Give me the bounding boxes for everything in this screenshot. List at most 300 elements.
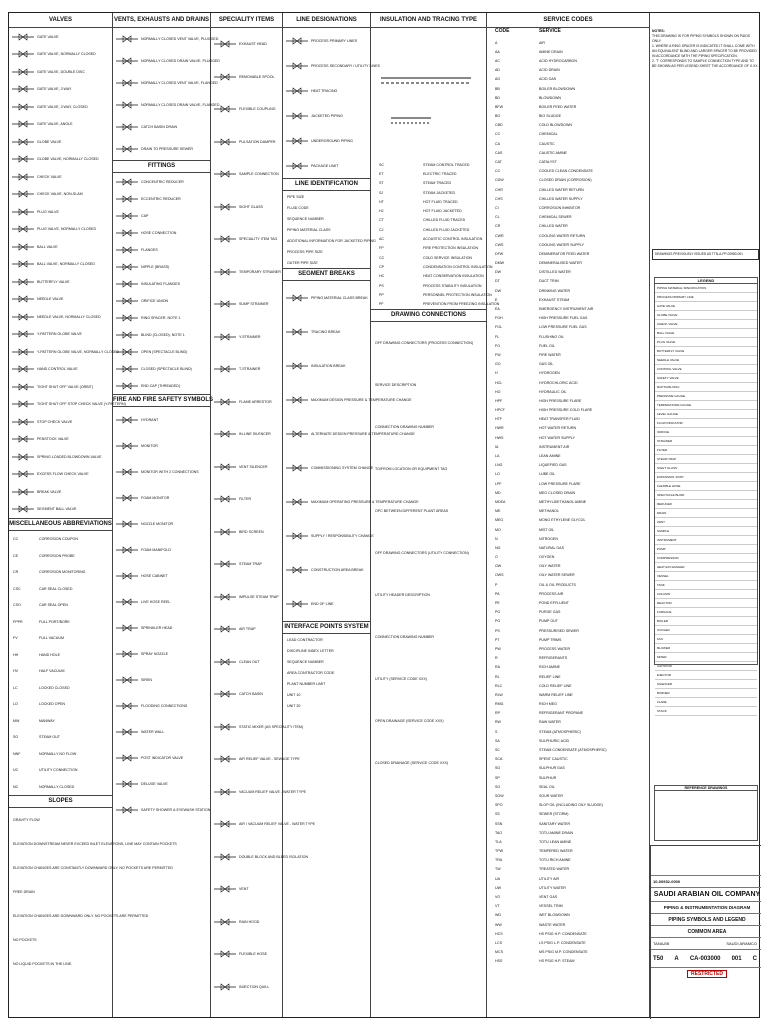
valve-symbol-icon — [9, 50, 37, 58]
service-row — [487, 497, 649, 506]
fitting-row — [113, 241, 210, 258]
service-row — [487, 681, 649, 690]
fitting-label: END CAP (THREADED) — [141, 383, 181, 388]
legend-row: REDUCER — [655, 500, 757, 509]
service-description: NATURAL GAS — [539, 545, 564, 550]
abbreviation-code: CC — [13, 537, 19, 542]
drawing-connection-label: TO/FROM LOCATION OR EQUIPMENT TAG — [375, 466, 448, 471]
valve-row — [9, 483, 112, 501]
speciality-item-row — [211, 256, 282, 289]
valve-symbol-icon — [9, 225, 37, 233]
legend-row: EJECTOR — [655, 671, 757, 680]
service-description: WET BLOWDOWN — [539, 913, 570, 918]
service-code: OWS — [495, 573, 504, 578]
valve-row — [9, 431, 112, 449]
slope-row — [9, 856, 173, 880]
service-code: SP — [495, 775, 500, 780]
legend-row: COOLER — [655, 626, 757, 635]
insulation-code-description: PROCESS STABILITY INSULATION — [423, 283, 482, 288]
service-code: VG — [495, 895, 501, 900]
service-description: FIRE WATER — [539, 352, 561, 357]
line-id-row — [283, 191, 370, 202]
service-row — [487, 617, 649, 626]
service-row — [487, 47, 649, 56]
service-description: SOUR WATER — [539, 793, 563, 798]
valve-row — [9, 291, 112, 309]
speciality-item-row — [211, 873, 282, 906]
service-row — [487, 644, 649, 653]
abbreviation-row — [9, 564, 112, 581]
vents-header: VENTS, EXHAUSTS AND DRAINS — [113, 13, 210, 28]
speciality-item-label: CLEAN OUT — [239, 659, 260, 664]
insulation-code-description: ELECTRIC TRACED — [423, 171, 457, 176]
vent-label: NORMALLY CLOSED DRAIN VALVE, FLANGED — [141, 103, 220, 107]
valve-symbol-icon — [9, 313, 37, 321]
line-id-list — [283, 191, 376, 268]
service-row — [487, 635, 649, 644]
speciality-item-row — [211, 581, 282, 614]
service-description: HYDRAULIC OIL — [539, 389, 567, 394]
valve-symbol-icon — [9, 383, 37, 391]
fitting-row — [113, 360, 210, 377]
legend-row: ORIFICE — [655, 428, 757, 437]
legend-row: FAN — [655, 635, 757, 644]
service-row — [487, 810, 649, 819]
service-row — [487, 406, 649, 415]
service-description: COLD RELIEF LINE — [539, 683, 572, 688]
speciality-item-symbol-icon — [211, 170, 239, 178]
service-row — [487, 598, 649, 607]
fire-symbol-symbol-icon — [113, 780, 141, 788]
legend-row: AGITATOR — [655, 662, 757, 671]
interface-row — [283, 700, 370, 711]
slope-label: ELEVATION CHANGES ARE CONSTANTLY DOWNWARD ONLY. NO POCKETS ARE PERMITTED — [13, 866, 173, 870]
abbreviation-description: CAR SEAL CLOSED — [39, 586, 73, 591]
line-designation-symbol-icon — [283, 87, 311, 95]
service-description: VESSEL TRIM — [539, 904, 563, 909]
fire-symbol-row — [113, 563, 210, 589]
service-description: UTILITY AIR — [539, 876, 560, 881]
service-code: MD — [495, 490, 501, 495]
insulation-code-code: AC — [379, 237, 384, 242]
service-code: DW — [495, 270, 501, 275]
line-designation-row — [283, 153, 370, 178]
insulation-code-description: HOT FLUID TRACED — [423, 199, 458, 204]
service-row — [487, 938, 649, 947]
interface-row — [283, 678, 370, 689]
abbreviation-code: CSC — [13, 586, 21, 591]
service-description: CHILLED WATER SUPPLY — [539, 196, 583, 201]
abbreviation-code: HH — [13, 652, 19, 657]
segment-break-label: MAXIMUM DESIGN PRESSURE & TEMPERATURE CHANGE — [311, 398, 412, 402]
service-code: CL — [495, 215, 500, 220]
abbreviation-row — [9, 548, 112, 565]
service-code: RLW — [495, 692, 503, 697]
service-description: COOLING WATER RETURN — [539, 233, 586, 238]
valve-label: NEEDLE VALVE — [37, 297, 64, 302]
slope-label: ELEVATION DOWNSTREAM NEVER EXCEED INLET ELEVATIONS, LINE MAY CONTAIN POCKETS — [13, 842, 177, 846]
service-code: VT — [495, 904, 500, 909]
slope-label: FREE DRAIN — [13, 890, 35, 894]
line-id-label: ADDITIONAL INFORMATION FOR JACKETED PIPING — [287, 238, 376, 243]
segment-break-symbol-icon — [283, 294, 311, 302]
fitting-symbol-icon — [113, 331, 141, 339]
service-code: CBD — [495, 123, 503, 128]
line-id-row — [283, 224, 370, 235]
service-description: STEAM CONDENSATE (ATMOSPHERIC) — [539, 748, 607, 753]
speciality-item-row — [211, 678, 282, 711]
service-description: ACID HYDROCARBON — [539, 58, 577, 63]
fire-symbol-symbol-icon — [113, 546, 141, 554]
service-row — [487, 259, 649, 268]
reference-title: REFERENCE DRAWINGS — [655, 786, 757, 791]
valve-row — [9, 273, 112, 291]
segment-break-row — [283, 519, 374, 553]
legend-row: STACK — [655, 707, 757, 716]
service-row — [487, 75, 649, 84]
service-row — [487, 801, 649, 810]
service-row — [487, 553, 649, 562]
service-code: E — [495, 297, 498, 302]
valve-symbol-icon — [9, 278, 37, 286]
vent-row — [113, 138, 210, 160]
insulation-code-description: ACOUSTIC CONTROL INSULATION — [423, 237, 483, 242]
abbreviation-row — [9, 663, 112, 680]
fitting-symbol-icon — [113, 263, 141, 271]
valve-row — [9, 308, 112, 326]
service-description: BIO SLUDGE — [539, 114, 561, 119]
abbreviation-row — [9, 581, 112, 598]
abbreviation-description: UTILITY CONNECTION — [39, 768, 78, 773]
speciality-item-symbol-icon — [211, 593, 239, 601]
service-row — [487, 167, 649, 176]
line-id-row — [283, 213, 370, 224]
drawing-connection-row — [371, 490, 486, 532]
abbreviation-description: LOCKED OPEN — [39, 702, 65, 707]
service-row — [487, 709, 649, 718]
insulation-code-description: COLD SERVICE INSULATION — [423, 255, 472, 260]
legend-row: STEAM TRAP — [655, 455, 757, 464]
legend-row: SPECTACLE BLIND — [655, 491, 757, 500]
line-id-label: OUTER PIPE SIZE — [287, 260, 318, 265]
service-description: LUBE OIL — [539, 472, 556, 477]
insulation-code-code: SJ — [379, 190, 384, 195]
valve-label: GATE VALVE, 3 WAY, CLOSED — [37, 104, 88, 109]
line-designation-symbol-icon — [283, 112, 311, 120]
valve-symbol-icon — [9, 400, 37, 408]
service-code: TRA — [495, 858, 503, 863]
drawing-connections-list — [371, 322, 486, 784]
service-code: O — [495, 555, 498, 560]
speciality-item-row — [211, 28, 282, 61]
service-description: HS PSIG H.P. STEAM — [539, 959, 575, 964]
restricted-stamp: RESTRICTED — [687, 970, 727, 978]
service-description: HS PSIG H.P. CONDENSATE — [539, 931, 587, 936]
service-row — [487, 295, 649, 304]
service-description: AIR — [539, 40, 545, 45]
insulation-code-row — [371, 281, 486, 290]
fitting-row — [113, 275, 210, 292]
service-row — [487, 112, 649, 121]
service-description: METHYLDIETHANOL AMINE — [539, 499, 587, 504]
drawing-number-row — [651, 950, 761, 968]
service-row — [487, 286, 649, 295]
line-designation-label: HEAT TRACING — [311, 88, 338, 93]
fire-symbol-label: HOSE CABINET — [141, 574, 168, 578]
service-code: RP — [495, 711, 500, 716]
legend-row: STRAINER — [655, 437, 757, 446]
service-code: CHS — [495, 196, 503, 201]
abbreviation-description: NORMALLY NO FLOW — [39, 751, 77, 756]
service-description: CHILLED WATER RETURN — [539, 187, 584, 192]
service-row — [487, 396, 649, 405]
service-code: AG — [495, 77, 501, 82]
valve-row — [9, 326, 112, 344]
service-row — [487, 488, 649, 497]
vent-label: CATCH BASIN DRAIN — [141, 125, 178, 129]
valve-symbol-icon — [9, 208, 37, 216]
fitting-label: NIPPLE (BRASS) — [141, 264, 170, 269]
insulation-code-description: PERSONNEL PROTECTION INSULATION — [423, 292, 492, 297]
service-row — [487, 240, 649, 249]
service-row — [487, 470, 649, 479]
service-code: RA — [495, 665, 500, 670]
fire-symbol-symbol-icon — [113, 650, 141, 658]
vent-symbol-icon — [113, 79, 141, 87]
fitting-symbol-icon — [113, 314, 141, 322]
fitting-label: ORIFICE UNION — [141, 298, 169, 303]
service-code: TLA — [495, 839, 502, 844]
speciality-item-label: STATIC MIXER (AS SPECIALITY ITEM) — [239, 724, 304, 729]
insulation-code-description: STEAM CONTROL TRACED — [423, 162, 470, 167]
notes-lines — [652, 34, 759, 69]
drawing-connection-row — [371, 742, 486, 784]
service-row — [487, 157, 649, 166]
service-description: BLOWDOWN — [539, 95, 561, 100]
fitting-row — [113, 190, 210, 207]
valve-label: GATE VALVE, DOUBLE DISC — [37, 69, 85, 74]
reference-box — [654, 785, 758, 841]
service-code: DFW — [495, 251, 504, 256]
service-code: CHR — [495, 187, 503, 192]
vent-label: NORMALLY CLOSED DRAIN VALVE, PLUGGED — [141, 59, 221, 63]
line-id-row — [283, 257, 370, 268]
insulation-code-code: HC — [379, 274, 385, 279]
speciality-item-label: FLAME ARRESTOR — [239, 399, 272, 404]
legend-row: TEMPERATURE GAUGE — [655, 401, 757, 410]
drawing-connection-label: UTILITY (SERVICE CODE XXX) — [375, 676, 427, 681]
abbreviation-description: HAND HOLE — [39, 652, 60, 657]
service-code: TPW — [495, 849, 503, 854]
legend-row: DRAIN — [655, 509, 757, 518]
fire-symbol-symbol-icon — [113, 754, 141, 762]
notes-block — [650, 27, 761, 262]
service-code: PO — [495, 619, 501, 624]
service-row — [487, 911, 649, 920]
fire-symbol-label: WATER WALL — [141, 730, 165, 734]
service-code: SG — [495, 766, 501, 771]
abbreviation-description: CORROSION COUPON — [39, 537, 78, 542]
service-description: HIGH PRESSURE FUEL GAS — [539, 316, 588, 321]
service-code: R — [495, 656, 498, 661]
insulation-code-code: PF — [379, 302, 384, 307]
service-description: OILY WATER — [539, 564, 561, 569]
abbreviation-code: UC — [13, 768, 19, 773]
service-row — [487, 176, 649, 185]
service-code: IA — [495, 444, 499, 449]
valve-symbol-icon — [9, 418, 37, 426]
service-code: SA — [495, 738, 500, 743]
misc-list — [9, 531, 112, 795]
speciality-item-row — [211, 321, 282, 354]
drawing-number: CA-003000 — [689, 955, 721, 962]
fire-symbol-label: LIVE HOSE REEL — [141, 600, 171, 604]
speciality-item-label: PULSATION DAMPER — [239, 139, 276, 144]
service-row — [487, 883, 649, 892]
insulation-code-row — [371, 169, 486, 178]
location: TANAJIB — [653, 941, 670, 946]
service-code: SC — [495, 748, 500, 753]
fire-symbol-symbol-icon — [113, 676, 141, 684]
legend-row: RUPTURE DISC — [655, 383, 757, 392]
service-code: UA — [495, 876, 500, 881]
drawing-title-2: COMMON AREA — [651, 926, 761, 938]
service-row — [487, 764, 649, 773]
valve-label: GLOBE VALVE, NORMALLY CLOSED — [37, 157, 99, 162]
fire-symbol-row — [113, 485, 210, 511]
line-id-label: PIPE SIZE — [287, 194, 305, 199]
valve-label: BREAK VALVE — [37, 489, 62, 494]
fitting-symbol-icon — [113, 212, 141, 220]
service-description: CAUSTIC — [539, 141, 555, 146]
insulation-code-code: FP — [379, 246, 384, 251]
fitting-label: BLIND (CLOSED). NOTE 1 — [141, 332, 185, 337]
fittings-list — [113, 173, 210, 394]
service-row — [487, 654, 649, 663]
insulation-header: INSULATION AND TRACING TYPE — [371, 13, 486, 28]
drawing-connection-row — [371, 532, 486, 574]
service-description: AMINE DRAIN — [539, 49, 563, 54]
service-description: SPENT CAUSTIC — [539, 757, 568, 762]
fire-symbol-symbol-icon — [113, 520, 141, 528]
insulation-code-row — [371, 197, 486, 206]
service-row — [487, 957, 649, 966]
service-row — [487, 84, 649, 93]
insulation-code-row — [371, 299, 500, 308]
segment-break-symbol-icon — [283, 600, 311, 608]
speciality-item-row — [211, 223, 282, 256]
legend-row: PROCESS PRIMARY LINE — [655, 293, 757, 302]
speciality-item-symbol-icon — [211, 495, 239, 503]
service-code: N — [495, 536, 498, 541]
code-header: CODE — [495, 28, 510, 34]
service-row — [487, 415, 649, 424]
valves-header: VALVES — [9, 13, 112, 28]
fire-symbol-symbol-icon — [113, 806, 141, 814]
service-row — [487, 736, 649, 745]
speciality-item-row — [211, 841, 309, 874]
service-description: MIST OIL — [539, 527, 555, 532]
service-description: SULPHUR GAS — [539, 766, 565, 771]
service-description: UTILITY WATER — [539, 885, 566, 890]
valve-label: TIGHT SHUT OFF STOP CHECK VALVE (Y-PATTERN) — [37, 402, 126, 407]
service-description: NITROGEN — [539, 536, 558, 541]
service-row — [487, 874, 649, 883]
fitting-row — [113, 224, 210, 241]
speciality-item-symbol-icon — [211, 235, 239, 243]
abbreviation-row — [9, 531, 112, 548]
line-id-label: SEQUENCE NUMBER — [287, 216, 324, 221]
legend-row: GATE VALVE — [655, 302, 757, 311]
insulation-code-code: ST — [379, 181, 384, 186]
service-description: FLUSHING OIL — [539, 334, 564, 339]
speciality-item-symbol-icon — [211, 73, 239, 81]
service-row — [487, 700, 649, 709]
speciality-item-label: RAIN HOOD — [239, 919, 260, 924]
abbreviation-code: CSO — [13, 603, 21, 608]
service-description: DEMINERATOR FEED WATER — [539, 251, 590, 256]
legend-row: COMPRESSOR — [655, 554, 757, 563]
service-code: MEG — [495, 518, 504, 523]
fitting-row — [113, 207, 210, 224]
service-description: OIL & OIL PRODUCTS — [539, 582, 576, 587]
speciality-item-label: FLEXIBLE HOSE — [239, 952, 267, 957]
insulation-code-code: SC — [379, 162, 384, 167]
service-code: DMW — [495, 261, 504, 266]
speciality-item-label: IMPULSE STEAM TRAP — [239, 594, 279, 599]
interface-row — [283, 689, 370, 700]
valve-row — [9, 466, 112, 484]
valve-row — [9, 116, 112, 134]
service-description: ACID DRAIN — [539, 68, 560, 73]
valve-label: CHECK VALVE — [37, 174, 62, 179]
fitting-symbol-icon — [113, 297, 141, 305]
segment-break-symbol-icon — [283, 566, 311, 574]
fitting-row — [113, 309, 210, 326]
speciality-item-label: SAMPLE CONNECTION — [239, 172, 279, 177]
vent-row — [113, 28, 219, 50]
slope-row — [9, 928, 112, 952]
fire-symbol-symbol-icon — [113, 702, 141, 710]
slope-row — [9, 904, 149, 928]
speciality-item-row — [211, 711, 304, 744]
service-code: AC — [495, 58, 500, 63]
service-row — [487, 865, 649, 874]
service-code: GO — [495, 362, 501, 367]
speciality-item-row — [211, 353, 282, 386]
fire-symbol-row — [113, 407, 210, 433]
fitting-row — [113, 258, 210, 275]
valve-label: SPRING LOADED BLOWDOWN VALVE — [37, 454, 102, 459]
speciality-item-row — [211, 126, 282, 159]
legend-row: PIPING MATERIAL SPECIFICATION — [655, 284, 757, 293]
service-description: RELIEF LINE — [539, 674, 561, 679]
legend-row: PUMP — [655, 545, 757, 554]
valves-list — [9, 28, 126, 518]
insulation-code-description: CHILLED FLUID JACKETED — [423, 227, 470, 232]
fire-symbol-symbol-icon — [113, 624, 141, 632]
service-code: RMG — [495, 702, 504, 707]
service-description: MEG CLOSED DRAIN — [539, 490, 576, 495]
speciality-item-symbol-icon — [211, 463, 239, 471]
insulation-code-description: CHILLED FLUID TRACED — [423, 218, 466, 223]
valve-row — [9, 378, 112, 396]
valve-label: PLUG VALVE — [37, 209, 59, 214]
service-description: CORROSION INHIBITOR — [539, 205, 581, 210]
drawing-connection-row — [371, 700, 486, 742]
valve-symbol-icon — [9, 190, 37, 198]
service-description: CHEMICAL SEWER — [539, 215, 572, 220]
